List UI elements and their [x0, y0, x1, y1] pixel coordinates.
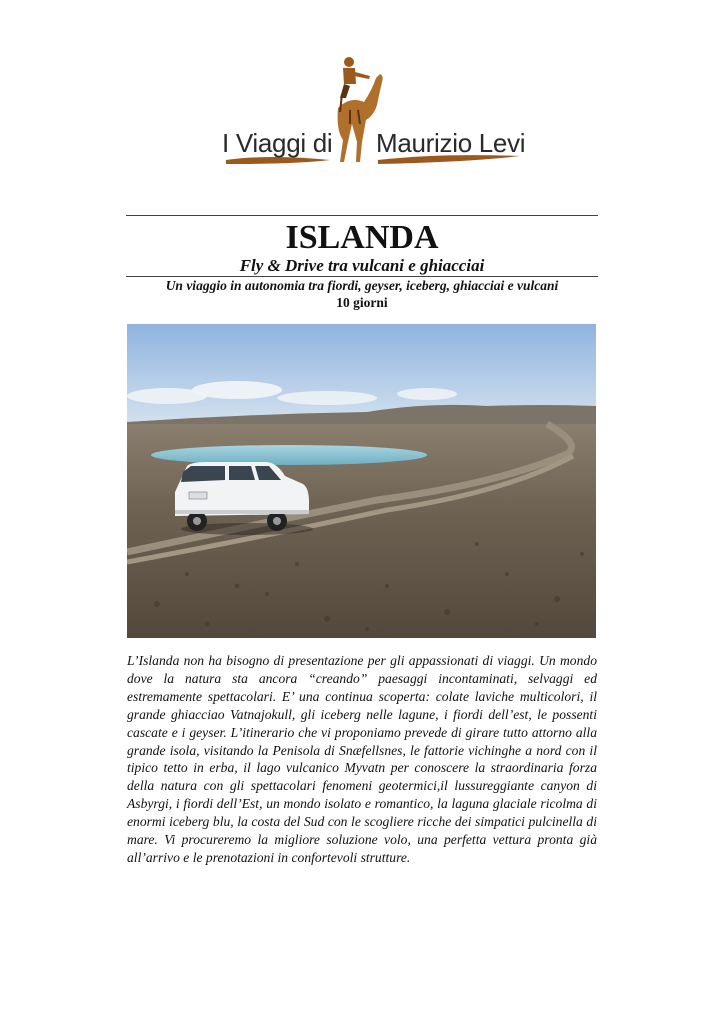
brand-logo	[0, 50, 724, 180]
top-rule	[126, 215, 598, 216]
page-subtitle: Fly & Drive tra vulcani e ghiacciai	[239, 256, 485, 275]
brand-name-right: Maurizio Levi	[376, 128, 526, 158]
page-title: ISLANDA	[285, 219, 439, 256]
camel-rider-logo-icon	[0, 50, 724, 180]
trip-tagline: Un viaggio in autonomia tra fiordi, geyser, iceberg, ghiacciai e vulcani	[165, 278, 559, 293]
trip-duration: 10 giorni	[336, 295, 388, 310]
landscape-photo	[127, 324, 596, 638]
landscape-photo-icon	[127, 324, 596, 638]
intro-paragraph: L’Islanda non ha bisogno di presentazione per gli appassionati di viaggi. Un mondo dove la natura sta ancora “creando” paesaggi incontaminati, selvaggi ed estremamente spettacolari. E’ una continua scoperta: colate laviche multicolori, il grande ghiacciao Vatnajokull, gli iceberg nelle lagune, i fiordi dell’est, le possenti cascate e i geyser. L’itinerario che vi proponiamo prevede di girare tutto attorno alla grande isola, visitando la Penisola di Snæfellsnes, le fattorie vichinghe a nord con il tipico tetto in erba, il lago vulcanico Myvatn per conoscere la straordinaria forza della natura con gli spettacolari fenomeni geotermici,il lussureggiante canyon di Asbyrgi, i fiordi dell’Est, un mondo isolato e romantico, la laguna glaciale ricolma di enormi iceberg blu, la costa del Sud con le scogliere ricche dei simpatici pulcinella di mare. Vi procureremo la migliore soluzione volo, una perfetta vettura pronta già all’arrivo e le prenotazioni in confortevoli strutture.	[127, 653, 597, 865]
brand-name-left: I Viaggi di	[222, 128, 333, 158]
subtitle-rule	[126, 276, 598, 277]
